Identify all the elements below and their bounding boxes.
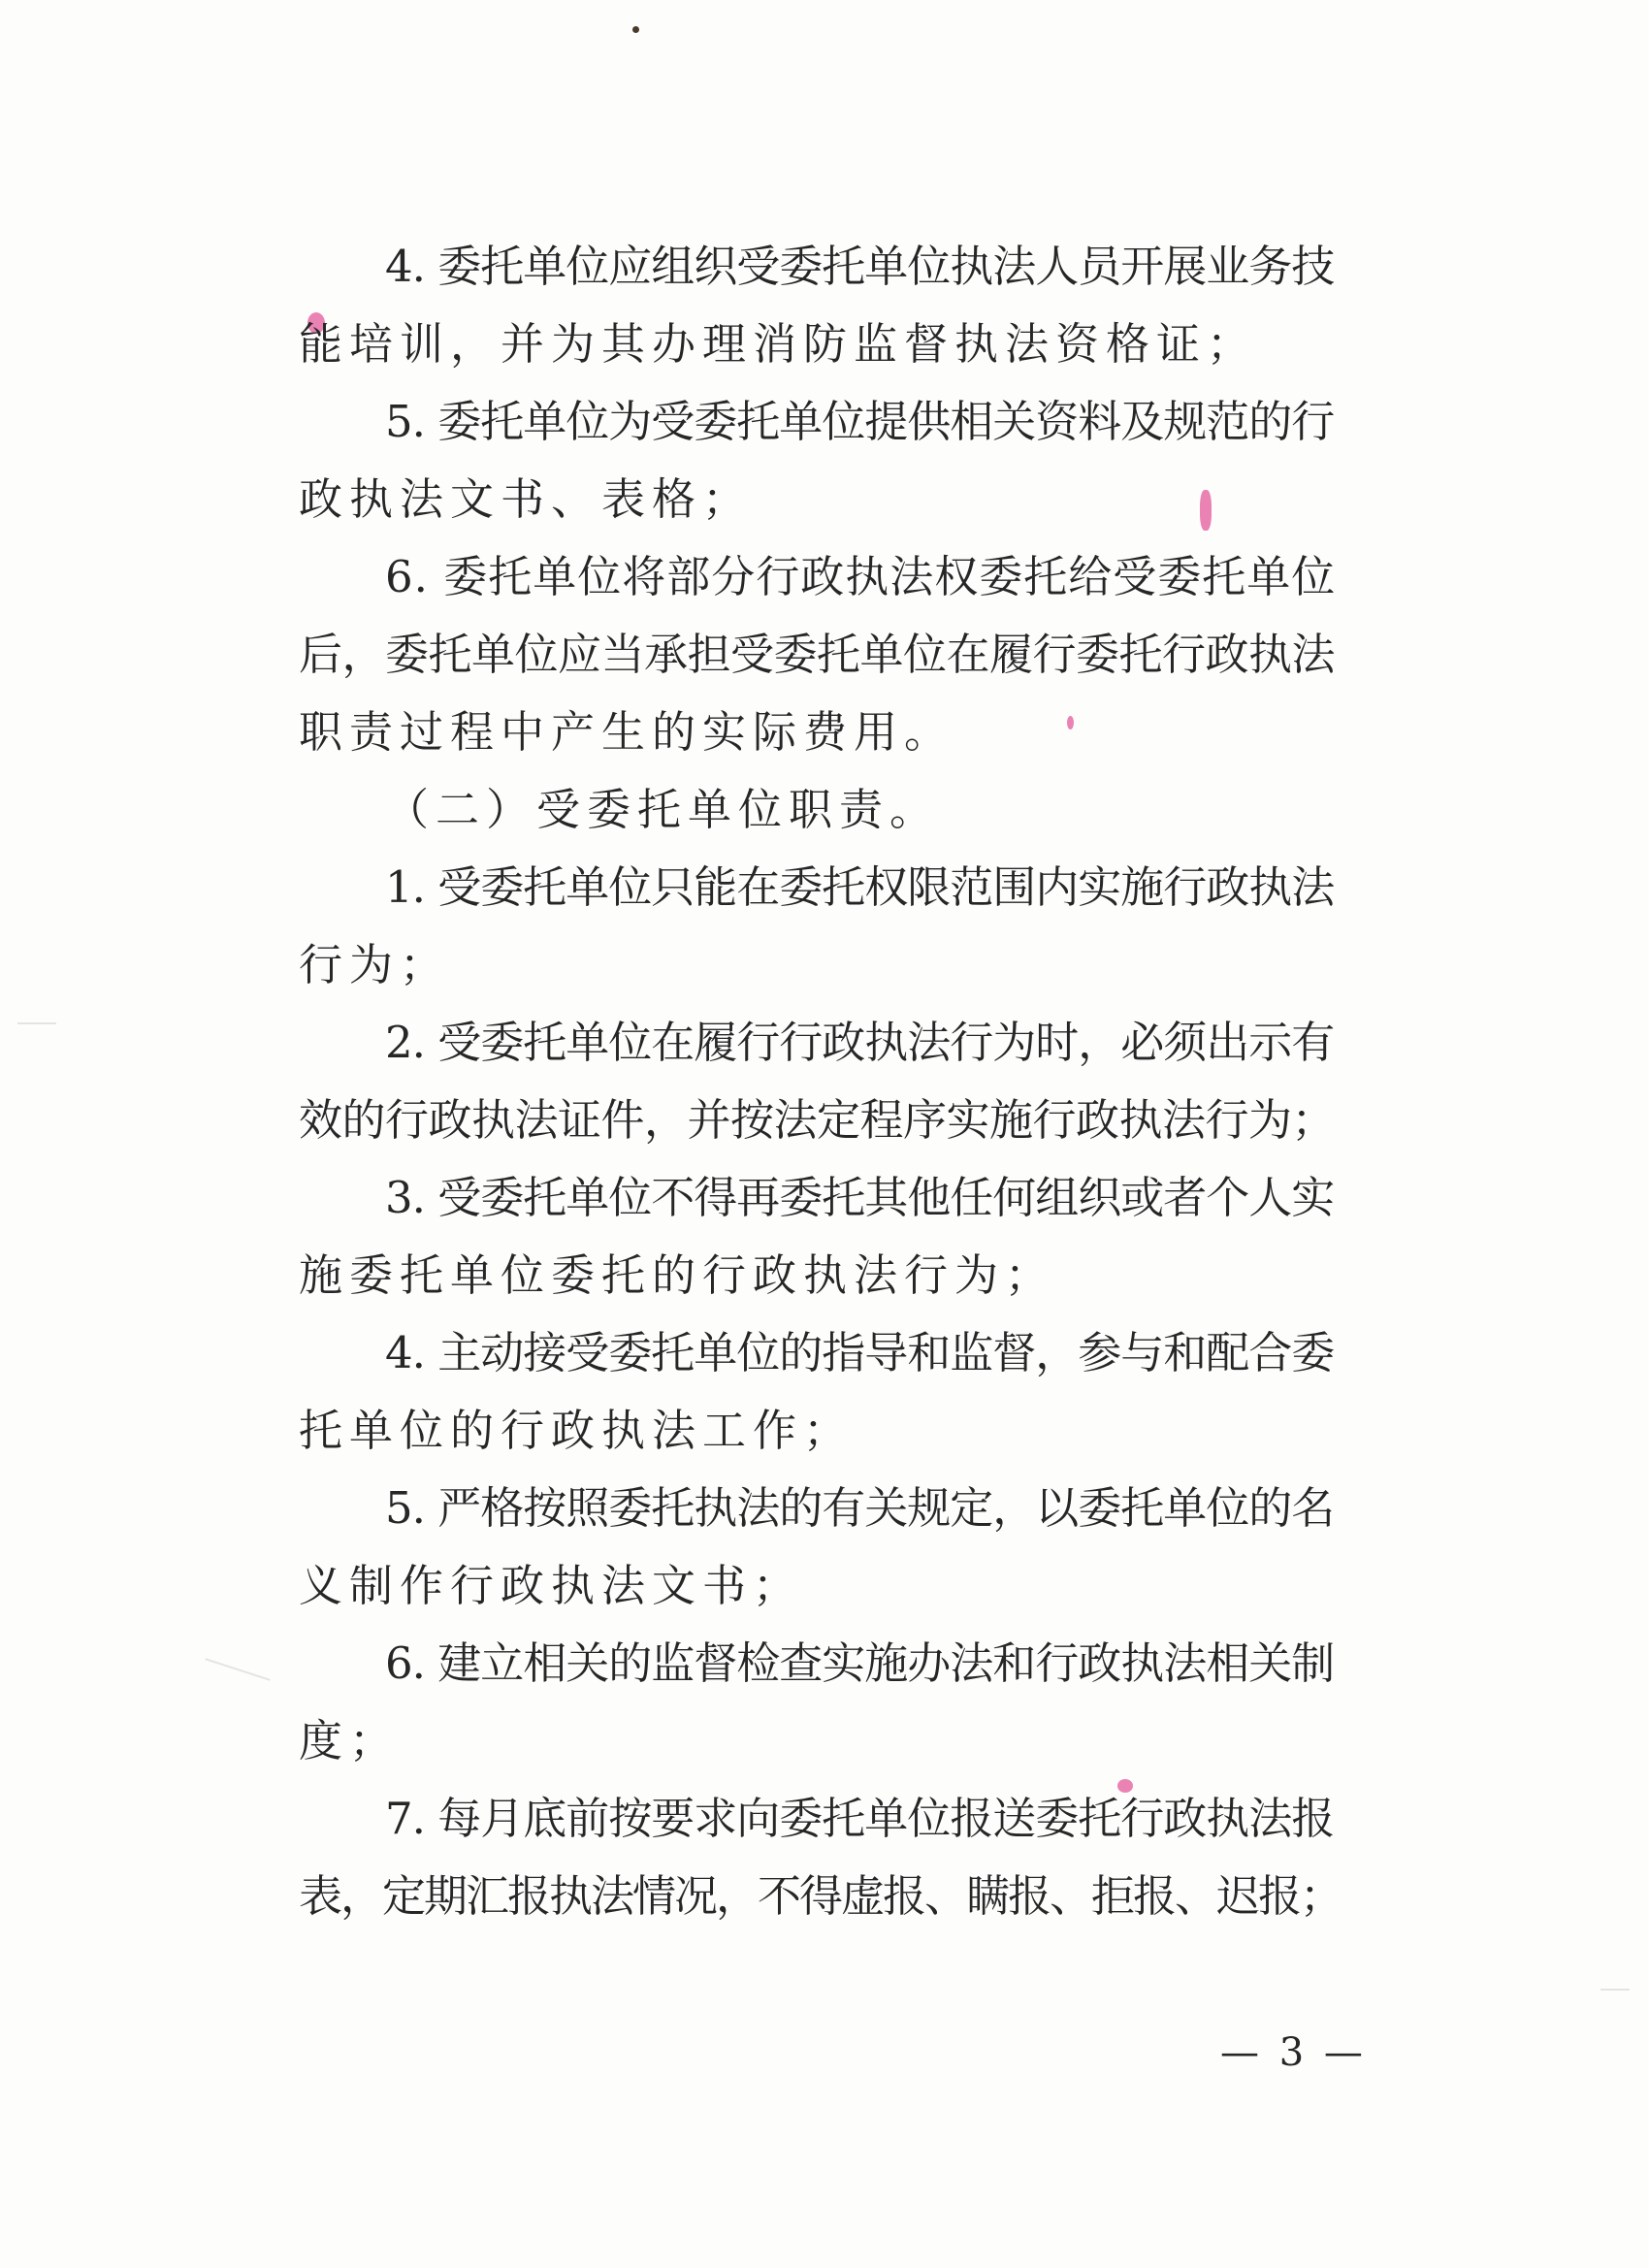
- paragraph-line: 托单位的行政执法工作；: [299, 1405, 855, 1456]
- stamp-ink-mark: [1200, 490, 1212, 531]
- paragraph-line: 5. 严格按照委托执法的有关规定，以委托单位的名: [385, 1482, 1335, 1534]
- scan-smudge: [17, 1022, 56, 1024]
- paragraph-line: 7. 每月底前按要求向委托单位报送委托行政执法报: [385, 1793, 1335, 1844]
- paragraph-line: 职责过程中产生的实际费用。: [299, 706, 955, 758]
- scan-smudge: [205, 1658, 270, 1681]
- paragraph-line: 1. 受委托单位只能在委托权限范围内实施行政执法: [385, 861, 1335, 913]
- paragraph-line: 4. 主动接受委托单位的指导和监督，参与和配合委: [385, 1327, 1335, 1378]
- scan-speck: [632, 26, 639, 33]
- paragraph-line: 义制作行政执法文书；: [299, 1560, 804, 1611]
- paragraph-line: 能培训，并为其办理消防监督执法资格证；: [299, 318, 1258, 370]
- paragraph-line: 5. 委托单位为受委托单位提供相关资料及规范的行: [385, 396, 1335, 447]
- paragraph-line: 表，定期汇报执法情况，不得虚报、瞒报、拒报、迟报；: [299, 1870, 1342, 1922]
- paragraph-line: 后，委托单位应当承担受委托单位在履行委托行政执法: [299, 629, 1336, 680]
- paragraph-line: 度；: [299, 1715, 401, 1766]
- paragraph-line: 6. 建立相关的监督检查实施办法和行政执法相关制: [385, 1637, 1335, 1689]
- paragraph-line: 效的行政执法证件，并按法定程序实施行政执法行为；: [299, 1094, 1336, 1146]
- paragraph-line: 4. 委托单位应组织受委托单位执法人员开展业务技: [385, 241, 1335, 292]
- scan-smudge: [1600, 1989, 1630, 1991]
- paragraph-line: 政执法文书、表格；: [299, 473, 754, 525]
- paragraph-line: 施委托单位委托的行政执法行为；: [299, 1249, 1056, 1301]
- paragraph-line: 6. 委托单位将部分行政执法权委托给受委托单位: [385, 551, 1337, 602]
- paragraph-line: 行为；: [299, 939, 451, 990]
- paragraph-line: 2. 受委托单位在履行行政执法行为时，必须出示有: [385, 1017, 1335, 1068]
- page-number: — 3 —: [1220, 2030, 1367, 2075]
- section-heading: （二）受委托单位职责。: [385, 784, 941, 835]
- paragraph-line: 3. 受委托单位不得再委托其他任何组织或者个人实: [385, 1172, 1335, 1223]
- stamp-ink-mark: [1067, 716, 1074, 729]
